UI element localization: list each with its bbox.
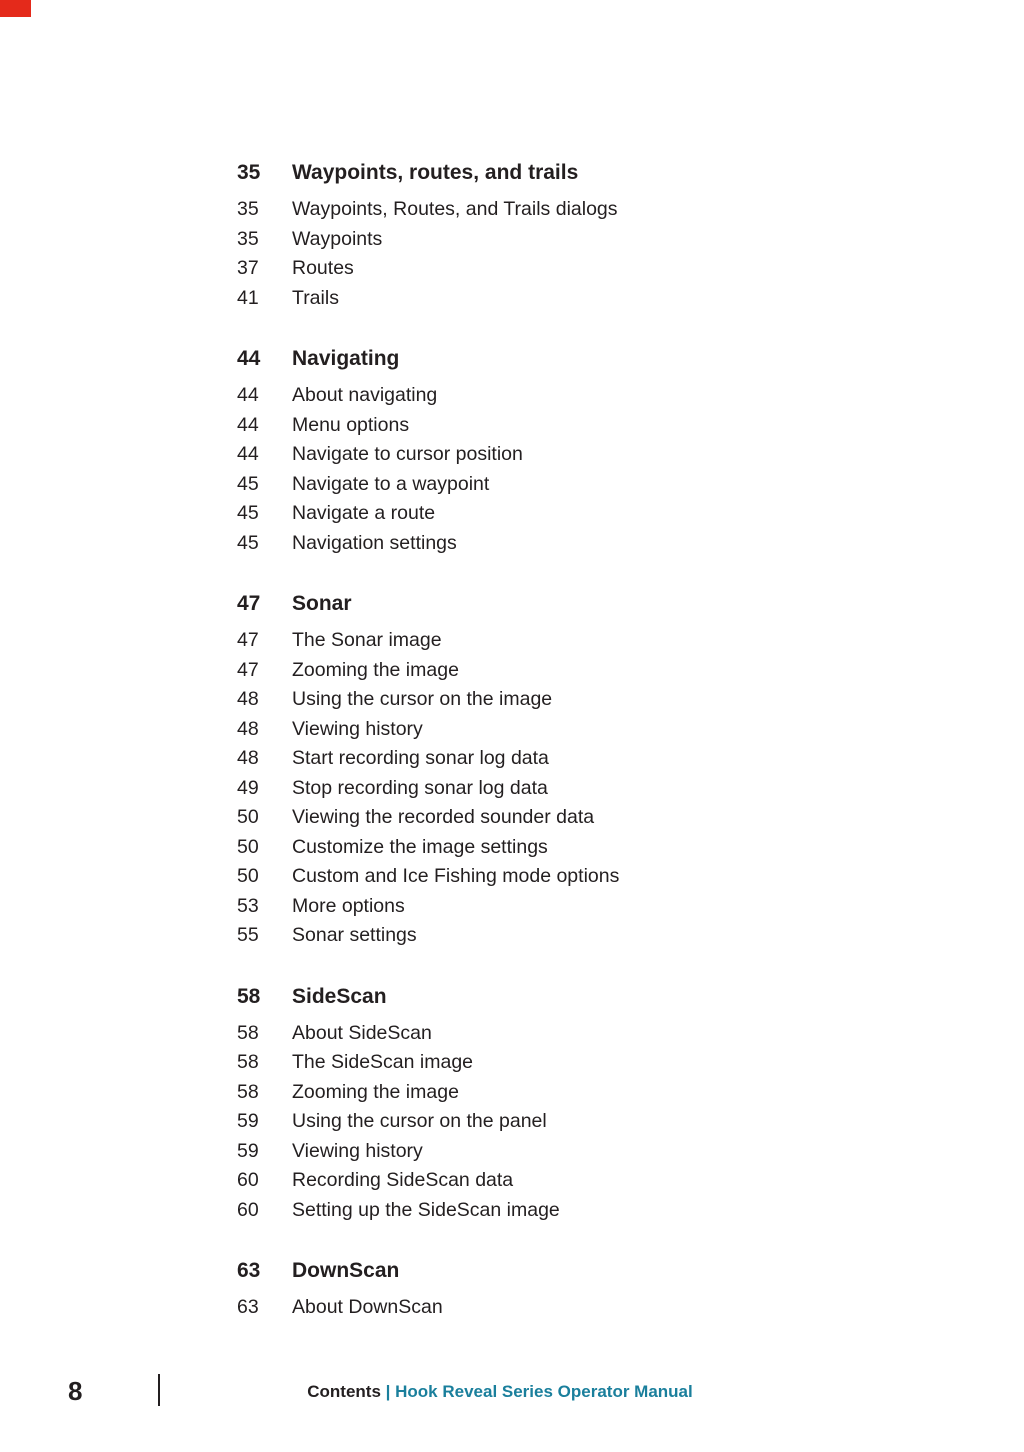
item-page-number: 59 (237, 1110, 259, 1132)
item-label: Setting up the SideScan image (292, 1198, 560, 1221)
toc-item (237, 656, 937, 686)
item-page-number: 45 (237, 531, 259, 554)
item-page-number: 48 (237, 747, 259, 769)
page-footer (0, 1372, 1024, 1416)
item-page-number: 55 (237, 924, 259, 946)
section-title: Sonar (292, 592, 352, 615)
section-page-number: 63 (237, 1259, 261, 1282)
footer-section-label: Contents (307, 1382, 381, 1401)
footer-separator: | (380, 1382, 396, 1401)
section-page-number: 58 (237, 984, 261, 1008)
page-corner-mark (0, 0, 31, 17)
item-page-number: 44 (237, 384, 259, 406)
item-page-number: 47 (237, 658, 259, 681)
item-page-number: 35 (237, 227, 259, 250)
toc-item (237, 803, 937, 833)
section-page-number: 35 (237, 161, 261, 184)
toc-item (237, 715, 937, 745)
item-label: Waypoints (292, 227, 383, 250)
toc-item (237, 225, 937, 255)
toc-item (237, 892, 937, 922)
toc-item (237, 685, 937, 715)
item-page-number: 44 (237, 413, 259, 436)
toc-section-heading (237, 982, 937, 1012)
table-of-contents (237, 158, 937, 1354)
toc-item (237, 1196, 937, 1226)
item-page-number: 60 (237, 1198, 259, 1221)
section-page-number: 44 (237, 347, 261, 370)
item-label: The Sonar image (292, 629, 442, 651)
item-page-number: 48 (237, 688, 259, 710)
toc-item (237, 1293, 937, 1323)
footer-page-number: 8 (68, 1376, 83, 1406)
item-label: The SideScan image (292, 1051, 474, 1073)
toc-item (237, 1107, 937, 1137)
item-page-number: 41 (237, 286, 259, 309)
toc-item (237, 1048, 937, 1078)
toc-item (237, 254, 937, 284)
toc-section-heading (237, 344, 937, 374)
section-title: Waypoints, routes, and trails (292, 161, 579, 184)
item-page-number: 37 (237, 257, 259, 279)
item-page-number: 45 (237, 502, 259, 524)
item-label: Viewing history (292, 1139, 423, 1162)
item-label: Zooming the image (292, 1080, 459, 1103)
toc-item (237, 833, 937, 863)
item-label: Viewing the recorded sounder data (292, 806, 595, 828)
item-page-number: 50 (237, 806, 259, 828)
item-label: Trails (292, 286, 339, 309)
section-title: Navigating (292, 347, 400, 370)
item-label: Start recording sonar log data (292, 747, 549, 769)
footer-manual-title: Hook Reveal Series Operator Manual (395, 1382, 693, 1401)
footer-title-line (0, 1382, 1000, 1402)
item-label: Waypoints, Routes, and Trails dialogs (292, 198, 618, 220)
toc-section (237, 982, 937, 1226)
item-page-number: 58 (237, 1051, 259, 1073)
item-label: About navigating (292, 384, 438, 406)
item-label: Using the cursor on the image (292, 688, 553, 710)
item-page-number: 35 (237, 198, 259, 220)
toc-item (237, 1078, 937, 1108)
toc-item (237, 1019, 937, 1049)
item-label: More options (292, 894, 405, 917)
toc-item (237, 470, 937, 500)
item-label: Using the cursor on the panel (292, 1110, 547, 1132)
toc-section-heading (237, 158, 937, 188)
toc-item (237, 284, 937, 314)
item-label: About SideScan (292, 1021, 432, 1044)
item-label: Navigate to cursor position (292, 443, 523, 465)
item-page-number: 50 (237, 865, 259, 887)
toc-section (237, 589, 937, 951)
item-page-number: 60 (237, 1169, 259, 1191)
item-label: Custom and Ice Fishing mode options (292, 865, 620, 887)
item-label: Stop recording sonar log data (292, 776, 548, 799)
item-page-number: 44 (237, 443, 259, 465)
toc-section (237, 158, 937, 313)
toc-item (237, 862, 937, 892)
item-label: Routes (292, 257, 354, 279)
section-title: DownScan (292, 1259, 400, 1282)
item-page-number: 48 (237, 717, 259, 740)
toc-section-heading (237, 1256, 937, 1286)
toc-section (237, 1256, 937, 1323)
item-page-number: 50 (237, 835, 259, 858)
item-label: Customize the image settings (292, 835, 548, 858)
item-label: Navigate a route (292, 502, 436, 524)
toc-item (237, 440, 937, 470)
toc-item (237, 1166, 937, 1196)
item-label: Navigation settings (292, 531, 457, 554)
item-label: Menu options (292, 413, 410, 436)
item-label: Navigate to a waypoint (292, 472, 490, 495)
item-label: Sonar settings (292, 924, 417, 946)
item-page-number: 49 (237, 776, 259, 799)
toc-item (237, 774, 937, 804)
toc-item (237, 529, 937, 559)
toc-item (237, 195, 937, 225)
item-label: Zooming the image (292, 658, 459, 681)
item-page-number: 45 (237, 472, 259, 495)
item-page-number: 53 (237, 894, 259, 917)
item-page-number: 63 (237, 1296, 259, 1318)
toc-section-heading (237, 589, 937, 619)
item-page-number: 59 (237, 1139, 259, 1162)
toc-item (237, 381, 937, 411)
toc-item (237, 921, 937, 951)
item-page-number: 58 (237, 1080, 259, 1103)
item-page-number: 47 (237, 629, 259, 651)
toc-item (237, 744, 937, 774)
item-label: Viewing history (292, 717, 423, 740)
item-label: Recording SideScan data (292, 1169, 514, 1191)
section-title: SideScan (292, 984, 387, 1008)
item-page-number: 58 (237, 1021, 259, 1044)
toc-item (237, 411, 937, 441)
toc-item (237, 1137, 937, 1167)
section-page-number: 47 (237, 592, 261, 615)
toc-section (237, 344, 937, 558)
toc-item (237, 499, 937, 529)
toc-item (237, 626, 937, 656)
item-label: About DownScan (292, 1296, 443, 1318)
